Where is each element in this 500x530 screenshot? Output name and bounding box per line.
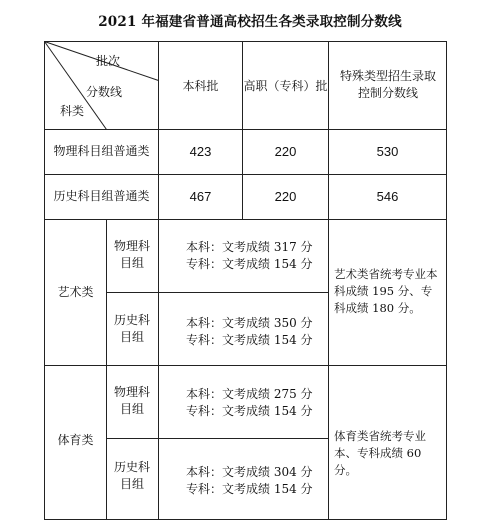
row-physics-label: 物理科目组普通类: [53, 144, 150, 158]
arts-label: 艺术类: [57, 285, 94, 299]
sports-physics-group: 物理科目组: [113, 385, 150, 416]
arts-note: 艺术类省统考专业本科成绩 195 分、专科成绩 180 分。: [334, 267, 438, 315]
arts-physics-line2: 专科：文考成绩 154 分: [186, 257, 313, 271]
row-physics-undergrad: 423: [189, 144, 212, 159]
sports-physics-line1: 本科：文考成绩 275 分: [186, 387, 313, 401]
arts-history-group: 历史科目组: [113, 313, 150, 344]
sports-history-line1: 本科：文考成绩 304 分: [186, 465, 313, 479]
arts-history-line1: 本科：文考成绩 350 分: [186, 316, 313, 330]
row-physics-vocational: 220: [274, 144, 297, 159]
row-history-special: 546: [376, 189, 399, 204]
header-undergrad: 本科批: [182, 79, 219, 93]
row-history-label: 历史科目组普通类: [53, 189, 150, 203]
row-history-undergrad: 467: [189, 189, 212, 204]
row-physics-special: 530: [376, 144, 399, 159]
sports-note: 体育类省统考专业本、专科成绩 60 分。: [334, 429, 426, 477]
arts-physics-group: 物理科目组: [113, 239, 150, 270]
sports-history-group: 历史科目组: [113, 460, 150, 491]
arts-history-line2: 专科：文考成绩 154 分: [186, 333, 313, 347]
arts-physics-line1: 本科：文考成绩 317 分: [186, 240, 313, 254]
header-vocational: 高职（专科）批: [243, 79, 328, 93]
row-history-vocational: 220: [274, 189, 297, 204]
sports-physics-line2: 专科：文考成绩 154 分: [186, 404, 313, 418]
sports-label: 体育类: [57, 433, 94, 447]
corner-score-label: 分数线: [86, 85, 123, 99]
corner-batch-label: 批次: [96, 54, 121, 68]
corner-category-label: 科类: [60, 104, 85, 118]
sports-history-line2: 专科：文考成绩 154 分: [186, 482, 313, 496]
header-special: 特殊类型招生录取控制分数线: [339, 69, 436, 100]
page-title: 2021 年福建省普通高校招生各类录取控制分数线: [98, 14, 402, 30]
